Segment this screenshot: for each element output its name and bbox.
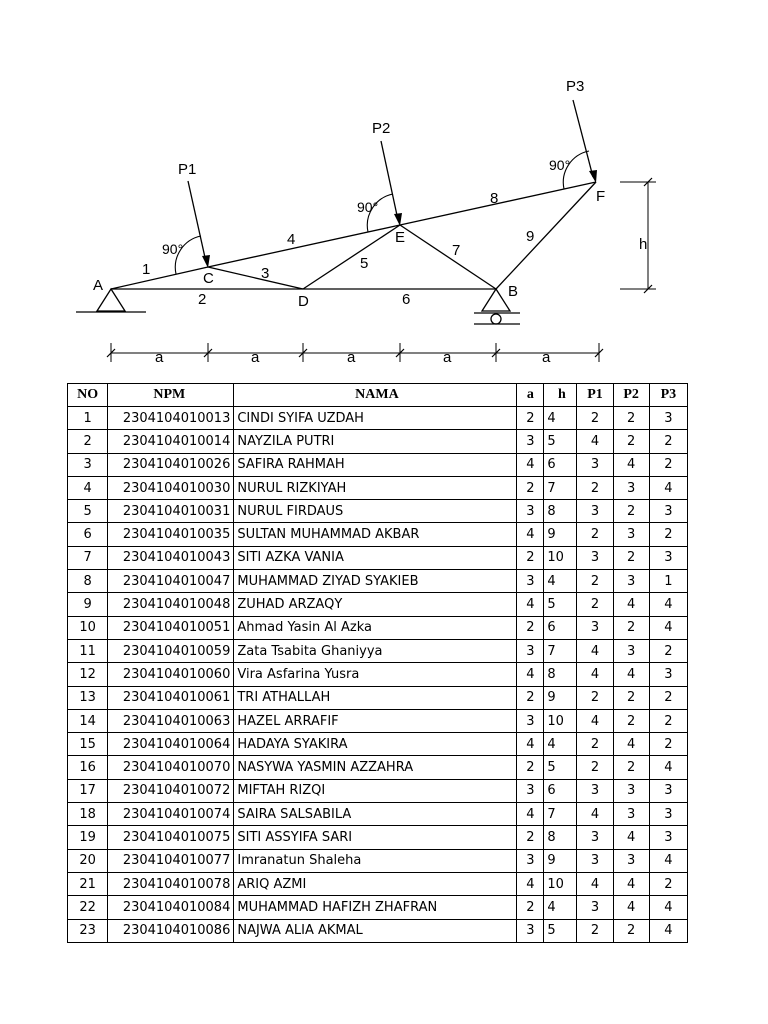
cell-a: 2	[517, 686, 544, 709]
cell-nama: ARIQ AZMI	[234, 872, 517, 895]
cell-h: 6	[544, 453, 577, 476]
member-label-3: 3	[261, 265, 270, 282]
angle-label-f: 90°	[549, 157, 571, 173]
cell-no: 13	[68, 686, 108, 709]
cell-nama: MUHAMMAD ZIYAD SYAKIEB	[234, 570, 517, 593]
cell-p3: 2	[649, 453, 687, 476]
table-row	[68, 523, 688, 546]
member-label-4: 4	[287, 231, 296, 248]
cell-p3: 3	[649, 546, 687, 569]
cell-p1: 4	[577, 803, 613, 826]
cell-npm: 2304104010043	[108, 546, 234, 569]
cell-p3: 4	[649, 476, 687, 499]
cell-p1: 2	[577, 476, 613, 499]
header-p2: P2	[613, 384, 649, 407]
cell-no: 15	[68, 733, 108, 756]
truss-members	[111, 182, 596, 289]
cell-no: 17	[68, 779, 108, 802]
cell-npm: 2304104010063	[108, 709, 234, 732]
member-label-8: 8	[490, 190, 499, 207]
cell-p3: 2	[649, 709, 687, 732]
table-row	[68, 686, 688, 709]
cell-p2: 2	[613, 407, 649, 430]
cell-a: 4	[517, 523, 544, 546]
cell-h: 9	[544, 686, 577, 709]
load-label-p1: P1	[178, 161, 197, 178]
cell-h: 9	[544, 849, 577, 872]
cell-npm: 2304104010059	[108, 639, 234, 662]
member-label-6: 6	[402, 291, 411, 308]
cell-a: 3	[517, 639, 544, 662]
cell-no: 11	[68, 639, 108, 662]
cell-npm: 2304104010086	[108, 919, 234, 942]
cell-a: 2	[517, 407, 544, 430]
cell-p2: 2	[613, 500, 649, 523]
cell-p1: 2	[577, 919, 613, 942]
cell-p2: 3	[613, 779, 649, 802]
table-row	[68, 616, 688, 639]
cell-h: 10	[544, 872, 577, 895]
cell-npm: 2304104010084	[108, 896, 234, 919]
header-no: NO	[68, 384, 108, 407]
node-label-b: B	[508, 283, 519, 300]
student-table	[67, 383, 688, 943]
cell-npm: 2304104010072	[108, 779, 234, 802]
cell-a: 2	[517, 616, 544, 639]
table-row	[68, 779, 688, 802]
cell-p2: 3	[613, 476, 649, 499]
cell-no: 2	[68, 430, 108, 453]
member-7	[400, 225, 496, 289]
cell-a: 4	[517, 733, 544, 756]
cell-p3: 2	[649, 523, 687, 546]
cell-p2: 3	[613, 523, 649, 546]
table-row	[68, 849, 688, 872]
cell-npm: 2304104010078	[108, 872, 234, 895]
span-label-5: a	[542, 349, 551, 366]
cell-nama: Ahmad Yasin Al Azka	[234, 616, 517, 639]
node-label-d: D	[298, 293, 309, 310]
cell-nama: NURUL RIZKIYAH	[234, 476, 517, 499]
height-dimension	[620, 182, 656, 289]
cell-no: 14	[68, 709, 108, 732]
cell-p2: 4	[613, 733, 649, 756]
cell-npm: 2304104010060	[108, 663, 234, 686]
table-row	[68, 430, 688, 453]
cell-p1: 2	[577, 733, 613, 756]
member-3	[208, 267, 303, 289]
cell-h: 4	[544, 733, 577, 756]
cell-p3: 4	[649, 593, 687, 616]
cell-no: 20	[68, 849, 108, 872]
header-a: a	[517, 384, 544, 407]
cell-p3: 4	[649, 616, 687, 639]
cell-p2: 2	[613, 756, 649, 779]
cell-no: 5	[68, 500, 108, 523]
cell-p1: 4	[577, 639, 613, 662]
cell-a: 4	[517, 803, 544, 826]
member-4	[208, 225, 400, 267]
cell-h: 10	[544, 546, 577, 569]
node-label-a: A	[93, 277, 104, 294]
cell-p1: 4	[577, 663, 613, 686]
cell-no: 21	[68, 872, 108, 895]
cell-nama: HAZEL ARRAFIF	[234, 709, 517, 732]
node-label-c: C	[203, 270, 214, 287]
member-label-1: 1	[142, 261, 151, 278]
cell-a: 2	[517, 896, 544, 919]
cell-p3: 1	[649, 570, 687, 593]
cell-no: 8	[68, 570, 108, 593]
cell-nama: SAIRA SALSABILA	[234, 803, 517, 826]
cell-p3: 3	[649, 803, 687, 826]
cell-p1: 3	[577, 616, 613, 639]
cell-p3: 2	[649, 733, 687, 756]
cell-npm: 2304104010035	[108, 523, 234, 546]
cell-a: 2	[517, 476, 544, 499]
cell-p3: 4	[649, 919, 687, 942]
cell-no: 12	[68, 663, 108, 686]
cell-p1: 3	[577, 896, 613, 919]
cell-p2: 3	[613, 639, 649, 662]
table-row	[68, 639, 688, 662]
load-label-p2: P2	[372, 120, 391, 137]
cell-h: 7	[544, 803, 577, 826]
cell-p3: 2	[649, 872, 687, 895]
table-body	[68, 407, 688, 943]
cell-p2: 2	[613, 616, 649, 639]
cell-p2: 4	[613, 896, 649, 919]
cell-p2: 2	[613, 430, 649, 453]
cell-a: 2	[517, 826, 544, 849]
cell-npm: 2304104010075	[108, 826, 234, 849]
cell-a: 3	[517, 779, 544, 802]
cell-p2: 2	[613, 709, 649, 732]
node-label-f: F	[596, 188, 606, 205]
cell-p1: 2	[577, 593, 613, 616]
cell-h: 5	[544, 919, 577, 942]
cell-p2: 4	[613, 593, 649, 616]
cell-npm: 2304104010051	[108, 616, 234, 639]
cell-p1: 4	[577, 709, 613, 732]
cell-npm: 2304104010026	[108, 453, 234, 476]
cell-no: 10	[68, 616, 108, 639]
cell-npm: 2304104010070	[108, 756, 234, 779]
cell-npm: 2304104010074	[108, 803, 234, 826]
cell-a: 4	[517, 663, 544, 686]
header-p3: P3	[649, 384, 687, 407]
cell-h: 4	[544, 407, 577, 430]
span-ticks	[107, 178, 652, 357]
cell-nama: HADAYA SYAKIRA	[234, 733, 517, 756]
cell-nama: Vira Asfarina Yusra	[234, 663, 517, 686]
cell-p3: 3	[649, 663, 687, 686]
header-row	[68, 384, 688, 407]
cell-p3: 3	[649, 500, 687, 523]
cell-a: 3	[517, 919, 544, 942]
cell-npm: 2304104010030	[108, 476, 234, 499]
table-row	[68, 709, 688, 732]
cell-p1: 2	[577, 756, 613, 779]
cell-p2: 3	[613, 849, 649, 872]
cell-h: 6	[544, 779, 577, 802]
cell-nama: SITI ASSYIFA SARI	[234, 826, 517, 849]
load-p2-arrow	[381, 141, 398, 220]
member-5	[303, 225, 400, 289]
cell-npm: 2304104010047	[108, 570, 234, 593]
cell-npm: 2304104010013	[108, 407, 234, 430]
cell-npm: 2304104010061	[108, 686, 234, 709]
header-h: h	[544, 384, 577, 407]
table-row	[68, 453, 688, 476]
cell-p1: 3	[577, 779, 613, 802]
span-label-4: a	[443, 349, 452, 366]
cell-no: 9	[68, 593, 108, 616]
table-header	[68, 384, 688, 407]
header-p1: P1	[577, 384, 613, 407]
cell-p1: 2	[577, 523, 613, 546]
cell-p2: 4	[613, 872, 649, 895]
cell-p2: 2	[613, 686, 649, 709]
cell-a: 2	[517, 546, 544, 569]
cell-no: 22	[68, 896, 108, 919]
member-label-5: 5	[360, 255, 369, 272]
cell-p1: 2	[577, 686, 613, 709]
cell-no: 6	[68, 523, 108, 546]
cell-h: 9	[544, 523, 577, 546]
height-label: h	[639, 236, 648, 253]
cell-p2: 2	[613, 919, 649, 942]
cell-nama: TRI ATHALLAH	[234, 686, 517, 709]
cell-p3: 4	[649, 896, 687, 919]
cell-p1: 3	[577, 453, 613, 476]
cell-npm: 2304104010077	[108, 849, 234, 872]
cell-nama: NASYWA YASMIN AZZAHRA	[234, 756, 517, 779]
cell-nama: NAYZILA PUTRI	[234, 430, 517, 453]
cell-nama: NURUL FIRDAUS	[234, 500, 517, 523]
cell-a: 2	[517, 756, 544, 779]
member-1	[111, 267, 208, 289]
cell-h: 6	[544, 616, 577, 639]
table-row	[68, 407, 688, 430]
cell-a: 3	[517, 500, 544, 523]
table-row	[68, 570, 688, 593]
cell-p1: 4	[577, 872, 613, 895]
cell-npm: 2304104010048	[108, 593, 234, 616]
cell-p2: 2	[613, 546, 649, 569]
cell-a: 4	[517, 453, 544, 476]
pin-support-a	[76, 289, 146, 312]
table-row	[68, 500, 688, 523]
cell-h: 4	[544, 570, 577, 593]
cell-a: 3	[517, 709, 544, 732]
span-label-2: a	[251, 349, 260, 366]
span-label-3: a	[347, 349, 356, 366]
cell-a: 3	[517, 570, 544, 593]
load-p1-arrow	[188, 181, 206, 262]
cell-nama: SULTAN MUHAMMAD AKBAR	[234, 523, 517, 546]
cell-npm: 2304104010064	[108, 733, 234, 756]
cell-p1: 3	[577, 849, 613, 872]
header-npm: NPM	[108, 384, 234, 407]
cell-p3: 3	[649, 826, 687, 849]
table-row	[68, 756, 688, 779]
header-nama: NAMA	[234, 384, 517, 407]
cell-nama: ZUHAD ARZAQY	[234, 593, 517, 616]
cell-nama: CINDI SYIFA UZDAH	[234, 407, 517, 430]
load-p3-arrow	[573, 100, 593, 177]
table-row	[68, 826, 688, 849]
cell-no: 18	[68, 803, 108, 826]
cell-h: 5	[544, 756, 577, 779]
cell-no: 23	[68, 919, 108, 942]
cell-p1: 3	[577, 500, 613, 523]
cell-p1: 3	[577, 546, 613, 569]
cell-p1: 2	[577, 570, 613, 593]
table-row	[68, 733, 688, 756]
cell-p1: 3	[577, 826, 613, 849]
cell-a: 4	[517, 872, 544, 895]
cell-nama: SAFIRA RAHMAH	[234, 453, 517, 476]
cell-a: 3	[517, 849, 544, 872]
cell-p1: 2	[577, 407, 613, 430]
cell-h: 7	[544, 476, 577, 499]
table-row	[68, 919, 688, 942]
table-row	[68, 872, 688, 895]
cell-nama: Zata Tsabita Ghaniyya	[234, 639, 517, 662]
cell-no: 7	[68, 546, 108, 569]
cell-h: 5	[544, 593, 577, 616]
cell-h: 8	[544, 500, 577, 523]
member-label-7: 7	[452, 242, 461, 259]
cell-h: 7	[544, 639, 577, 662]
cell-p3: 4	[649, 849, 687, 872]
table-row	[68, 546, 688, 569]
cell-p3: 2	[649, 686, 687, 709]
member-label-2: 2	[198, 291, 207, 308]
cell-nama: MIFTAH RIZQI	[234, 779, 517, 802]
load-label-p3: P3	[566, 78, 585, 95]
cell-p2: 4	[613, 453, 649, 476]
cell-h: 10	[544, 709, 577, 732]
cell-p2: 4	[613, 826, 649, 849]
member-9	[496, 182, 596, 289]
span-label-1: a	[155, 349, 164, 366]
cell-p1: 4	[577, 430, 613, 453]
table-row	[68, 896, 688, 919]
cell-p3: 3	[649, 779, 687, 802]
table-row	[68, 663, 688, 686]
cell-no: 4	[68, 476, 108, 499]
cell-npm: 2304104010014	[108, 430, 234, 453]
cell-p3: 2	[649, 639, 687, 662]
load-arrows	[188, 100, 597, 268]
member-label-9: 9	[526, 228, 535, 245]
truss-diagram	[0, 0, 768, 380]
cell-no: 3	[68, 453, 108, 476]
cell-no: 19	[68, 826, 108, 849]
table-row	[68, 803, 688, 826]
cell-npm: 2304104010031	[108, 500, 234, 523]
cell-p3: 2	[649, 430, 687, 453]
node-label-e: E	[395, 229, 406, 246]
angle-label-e: 90°	[357, 199, 379, 215]
cell-nama: MUHAMMAD HAFIZH ZHAFRAN	[234, 896, 517, 919]
cell-p2: 3	[613, 803, 649, 826]
table-row	[68, 476, 688, 499]
cell-h: 4	[544, 896, 577, 919]
cell-h: 8	[544, 663, 577, 686]
cell-a: 4	[517, 593, 544, 616]
cell-p3: 3	[649, 407, 687, 430]
cell-p2: 4	[613, 663, 649, 686]
cell-nama: Imranatun Shaleha	[234, 849, 517, 872]
table-row	[68, 593, 688, 616]
cell-h: 5	[544, 430, 577, 453]
cell-p2: 3	[613, 570, 649, 593]
cell-nama: NAJWA ALIA AKMAL	[234, 919, 517, 942]
cell-p3: 4	[649, 756, 687, 779]
cell-no: 1	[68, 407, 108, 430]
cell-no: 16	[68, 756, 108, 779]
cell-h: 8	[544, 826, 577, 849]
cell-nama: SITI AZKA VANIA	[234, 546, 517, 569]
angle-label-c: 90°	[162, 241, 184, 257]
cell-a: 3	[517, 430, 544, 453]
